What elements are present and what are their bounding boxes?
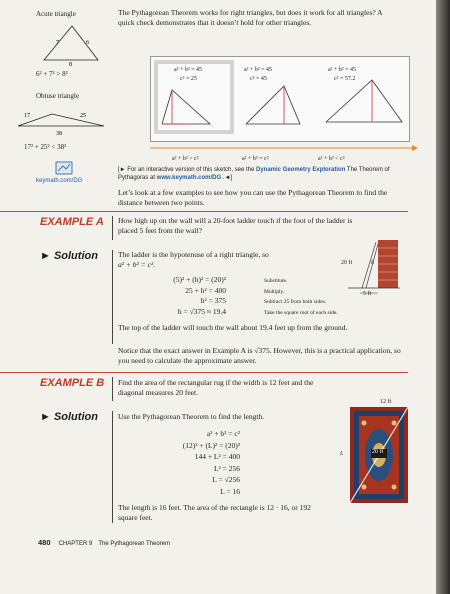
page-footer bbox=[38, 538, 170, 547]
obtuse-inequality: 17² + 25² < 38² bbox=[24, 143, 67, 151]
b-step-6: L = 16 bbox=[220, 486, 240, 496]
acute-inequality: 6² + 7² > 8² bbox=[36, 70, 68, 78]
example-b-divider bbox=[0, 372, 408, 373]
intro-paragraph: The Pythagorean Theorem works for right triangles, but does it work for all triangles? A quick check demonstrates that it doesn’t hold for other triangles. bbox=[118, 8, 383, 27]
step-1-eq: (5)² + (h)² = (20)² bbox=[173, 275, 226, 284]
b-step-5: L = √256 bbox=[212, 475, 240, 484]
note-suffix: .◄] bbox=[221, 175, 233, 181]
example-b-solution-rule bbox=[112, 411, 113, 523]
obtuse-triangle-label: Obtuse triangle bbox=[36, 92, 79, 100]
solution-intro-text: The ladder is the hypotenuse of a right triangle, so bbox=[118, 250, 269, 259]
note-prefix: [► For an interactive version of this sketch, see the bbox=[118, 167, 256, 173]
step-4-note: Take the square root of each side. bbox=[264, 309, 338, 316]
step-2-note: Multiply. bbox=[264, 288, 285, 295]
book-gutter bbox=[436, 0, 450, 594]
keymath-link[interactable]: www.keymath.com/DG bbox=[156, 175, 222, 181]
panel1-line1: a² + b² = 45 bbox=[174, 67, 203, 73]
panel3-line1: a² + b² = 45 bbox=[328, 67, 357, 73]
acute-side-6: 6 bbox=[86, 40, 89, 46]
example-a-label: EXAMPLE A bbox=[40, 216, 104, 228]
obtuse-side-25: 25 bbox=[80, 113, 86, 119]
example-a-conclusion: The top of the ladder will touch the wall about 19.4 feet up from the ground. bbox=[118, 323, 348, 332]
note-middle: The Theorem of Pythagoras at bbox=[118, 167, 390, 181]
rug-diagonal-label: 20 ft bbox=[372, 449, 384, 455]
b-step-1: a² + b² = c² bbox=[206, 429, 240, 438]
caption-less: a² + b² < c² bbox=[318, 156, 345, 162]
b-step-3: 144 + L² = 400 bbox=[194, 452, 240, 461]
example-b-question: Find the area of the rectangular rug if the width is 12 feet and the diagonal measures 20 feet. bbox=[118, 378, 314, 397]
figure-arrow bbox=[150, 140, 420, 152]
example-b-solution-label: ► Solution bbox=[40, 411, 98, 423]
ladder-height-label: h bbox=[371, 260, 374, 266]
sketch-caption: keymath.com/DG bbox=[36, 178, 83, 184]
panel1-line2: c² = 25 bbox=[180, 76, 197, 82]
example-b-solution-intro: Use the Pythagorean Theorem to find the length. bbox=[118, 412, 265, 421]
b-step-4: L² = 256 bbox=[213, 463, 240, 473]
example-b-rule bbox=[112, 377, 113, 401]
interactive-sketch-icon bbox=[55, 161, 73, 175]
note-bold: Dynamic Geometry Exploration bbox=[256, 167, 346, 173]
rug-length-label: L bbox=[340, 451, 344, 457]
step-4-eq: h = √375 ≈ 19.4 bbox=[177, 306, 226, 316]
panel3-line2: c² = 57.2 bbox=[334, 76, 356, 82]
example-a-rule bbox=[112, 216, 113, 240]
pythagorean-equation: a² + b² = c². bbox=[118, 260, 156, 269]
caption-equal: a² + b² = c² bbox=[242, 156, 269, 162]
rug-figure bbox=[350, 407, 408, 503]
example-b-label: EXAMPLE B bbox=[40, 377, 105, 389]
obtuse-triangle-figure bbox=[14, 104, 110, 140]
obtuse-side-38: 38 bbox=[56, 131, 62, 137]
caption-greater: a² + b² > c² bbox=[172, 156, 199, 162]
b-step-2: (12)² + (L)² = (20)² bbox=[182, 440, 240, 450]
chapter-title: The Pythagorean Theorem bbox=[98, 541, 170, 547]
example-a-steps bbox=[130, 275, 226, 317]
dynamic-geometry-note bbox=[118, 166, 398, 182]
ladder-base-label: 5 ft bbox=[363, 291, 372, 297]
step-1-note: Substitute. bbox=[264, 278, 288, 284]
acute-triangle-label: Acute triangle bbox=[36, 10, 76, 18]
example-a-divider bbox=[0, 211, 408, 212]
chapter-label: CHAPTER 9 bbox=[58, 541, 93, 547]
example-b-conclusion: The length is 16 feet. The area of the rectangle is 12 · 16, or 192 square feet. bbox=[118, 503, 311, 522]
acute-side-7: 7 bbox=[56, 40, 59, 46]
page-number: 480 bbox=[38, 538, 51, 547]
example-a-solution-label: ► Solution bbox=[40, 250, 98, 262]
ladder-length-label: 20 ft bbox=[341, 260, 353, 266]
acute-side-8: 8 bbox=[69, 62, 72, 66]
example-a-solution-rule bbox=[112, 250, 113, 344]
step-3-note: Subtract 25 from both sides. bbox=[264, 299, 327, 305]
panel2-line2: c² = 45 bbox=[250, 76, 267, 82]
example-b-steps bbox=[136, 428, 240, 497]
notice-paragraph: Notice that the exact answer in Example A is √375. However, this is a practical application, so you need to calculate the approximate answer. bbox=[118, 346, 401, 365]
acute-triangle-figure bbox=[42, 22, 102, 66]
example-a-question: How high up on the wall will a 20-foot ladder touch if the foot of the ladder is placed 5 feet from the wall? bbox=[118, 216, 353, 235]
step-3-eq: h² = 375 bbox=[200, 296, 226, 305]
obtuse-side-17: 17 bbox=[24, 113, 30, 119]
lead-paragraph: Let’s look at a few examples to see how you can use the Pythagorean Theorem to find the distance between two points. bbox=[118, 188, 388, 207]
ladder-wall-figure bbox=[348, 238, 408, 298]
rug-width-label: 12 ft bbox=[380, 399, 392, 405]
step-2-eq: 25 + h² = 400 bbox=[185, 285, 226, 295]
panel2-line1: a² + b² = 45 bbox=[244, 67, 273, 73]
example-a-solution-intro bbox=[118, 250, 338, 270]
